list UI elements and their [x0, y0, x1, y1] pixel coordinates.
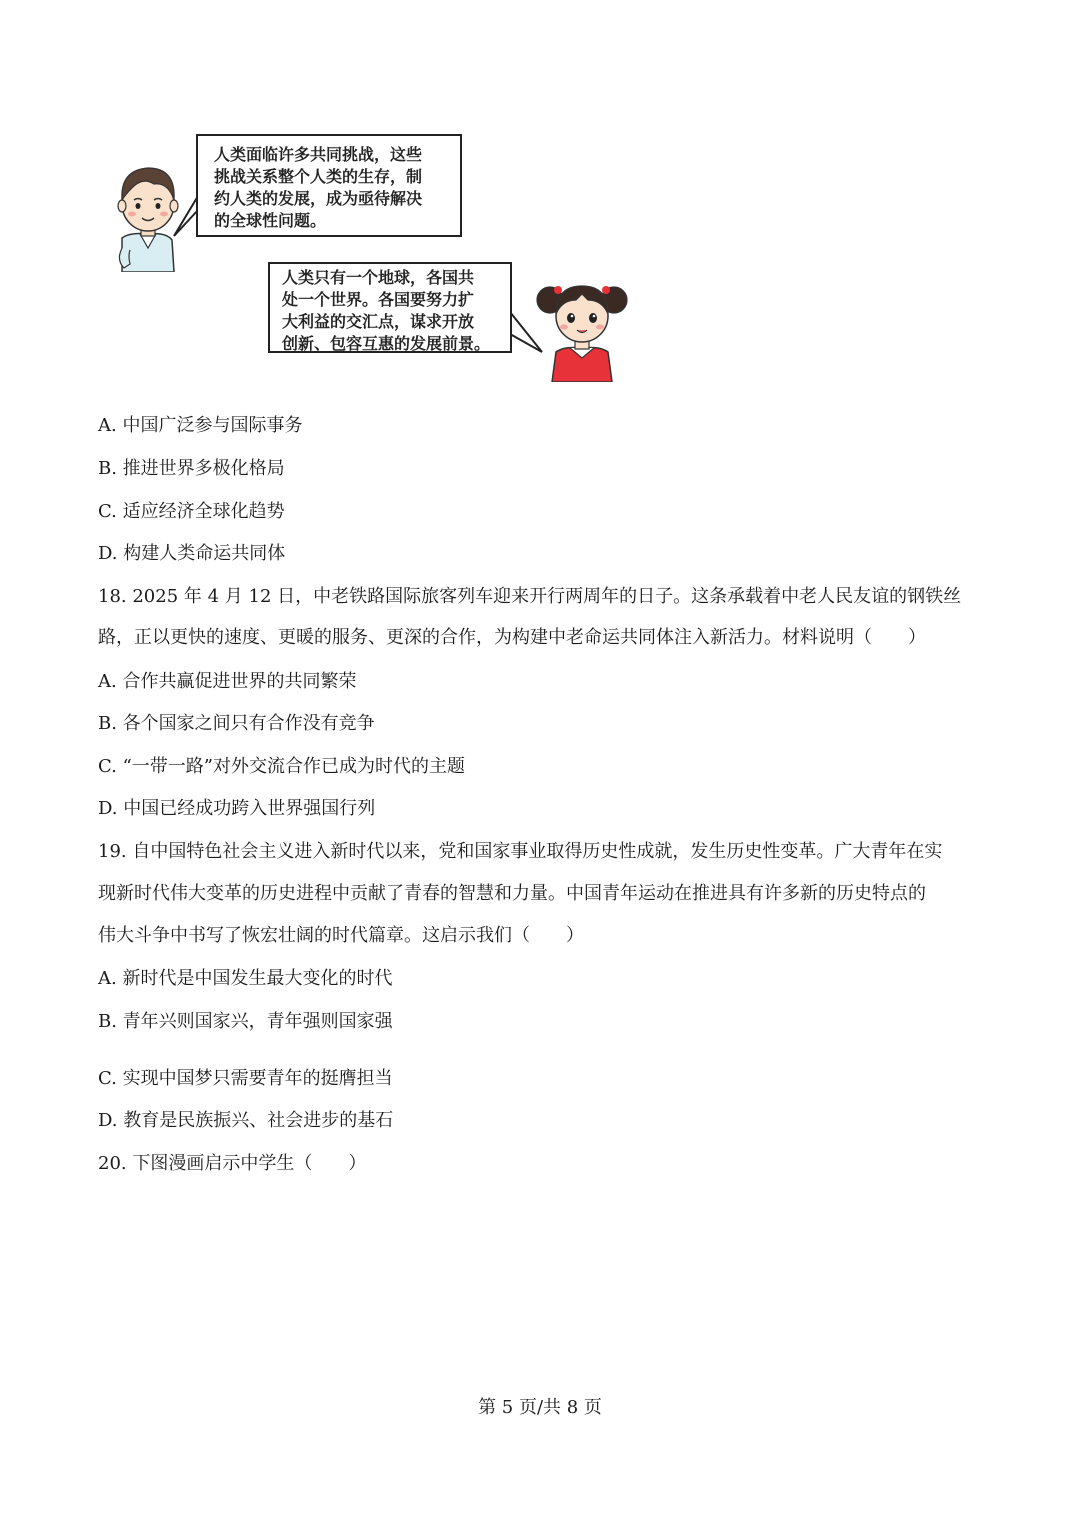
q20-stem: 20. 下图漫画启示中学生（ ）	[98, 1153, 367, 1174]
q17-option-a: A. 中国广泛参与国际事务	[98, 415, 303, 436]
q19-stem-line: 现新时代伟大变革的历史进程中贡献了青春的智慧和力量。中国青年运动在推进具有许多新的历史特点的	[98, 883, 926, 904]
q18-stem-line: 18. 2025 年 4 月 12 日，中老铁路国际旅客列车迎来开行两周年的日子。这条承载着中老人民友谊的钢铁丝	[98, 586, 962, 607]
girl-speech-line: 人类只有一个地球，各国共	[282, 268, 475, 287]
boy-speech-line: 约人类的发展，成为亟待解决	[214, 189, 423, 208]
q18-option-b: B. 各个国家之间只有合作没有竞争	[98, 713, 375, 734]
q17-option-c: C. 适应经济全球化趋势	[98, 501, 285, 522]
q19-option-b: B. 青年兴则国家兴，青年强则国家强	[98, 1011, 393, 1032]
q18-option-c: C. “一带一路”对外交流合作已成为时代的主题	[98, 756, 465, 777]
boy-speech-line: 的全球性问题。	[214, 211, 327, 230]
boy-speech-line: 人类面临许多共同挑战，这些	[214, 145, 423, 164]
page-number: 第 5 页/共 8 页	[478, 1397, 602, 1418]
q17-option-d: D. 构建人类命运共同体	[98, 543, 286, 564]
girl-speech-line: 大利益的交汇点，谋求开放	[282, 312, 475, 331]
boy-speech-line: 挑战关系整个人类的生存，制	[214, 167, 423, 186]
q17-option-b: B. 推进世界多极化格局	[98, 458, 285, 479]
girl-character-illustration	[530, 270, 634, 382]
q19-option-a: A. 新时代是中国发生最大变化的时代	[98, 968, 393, 989]
girl-speech-line: 创新、包容互惠的发展前景。	[282, 334, 491, 353]
q19-option-d: D. 教育是民族振兴、社会进步的基石	[98, 1110, 394, 1131]
girl-speech-bubble	[268, 262, 512, 353]
comic-illustration	[0, 0, 1080, 400]
q19-stem-line: 伟大斗争中书写了恢宏壮阔的时代篇章。这启示我们（ ）	[98, 925, 584, 946]
q19-stem-line: 19. 自中国特色社会主义进入新时代以来，党和国家事业取得历史性成就，发生历史性变革。广大青年在实	[98, 841, 943, 862]
q18-stem-line: 路，正以更快的速度、更暖的服务、更深的合作，为构建中老命运共同体注入新活力。材料说明（ ）	[98, 627, 926, 648]
q18-option-a: A. 合作共赢促进世界的共同繁荣	[98, 671, 357, 692]
boy-speech-bubble	[196, 134, 462, 237]
girl-speech-line: 处一个世界。各国要努力扩	[282, 290, 475, 309]
q19-option-c: C. 实现中国梦只需要青年的挺膺担当	[98, 1068, 393, 1089]
q18-option-d: D. 中国已经成功跨入世界强国行列	[98, 798, 376, 819]
